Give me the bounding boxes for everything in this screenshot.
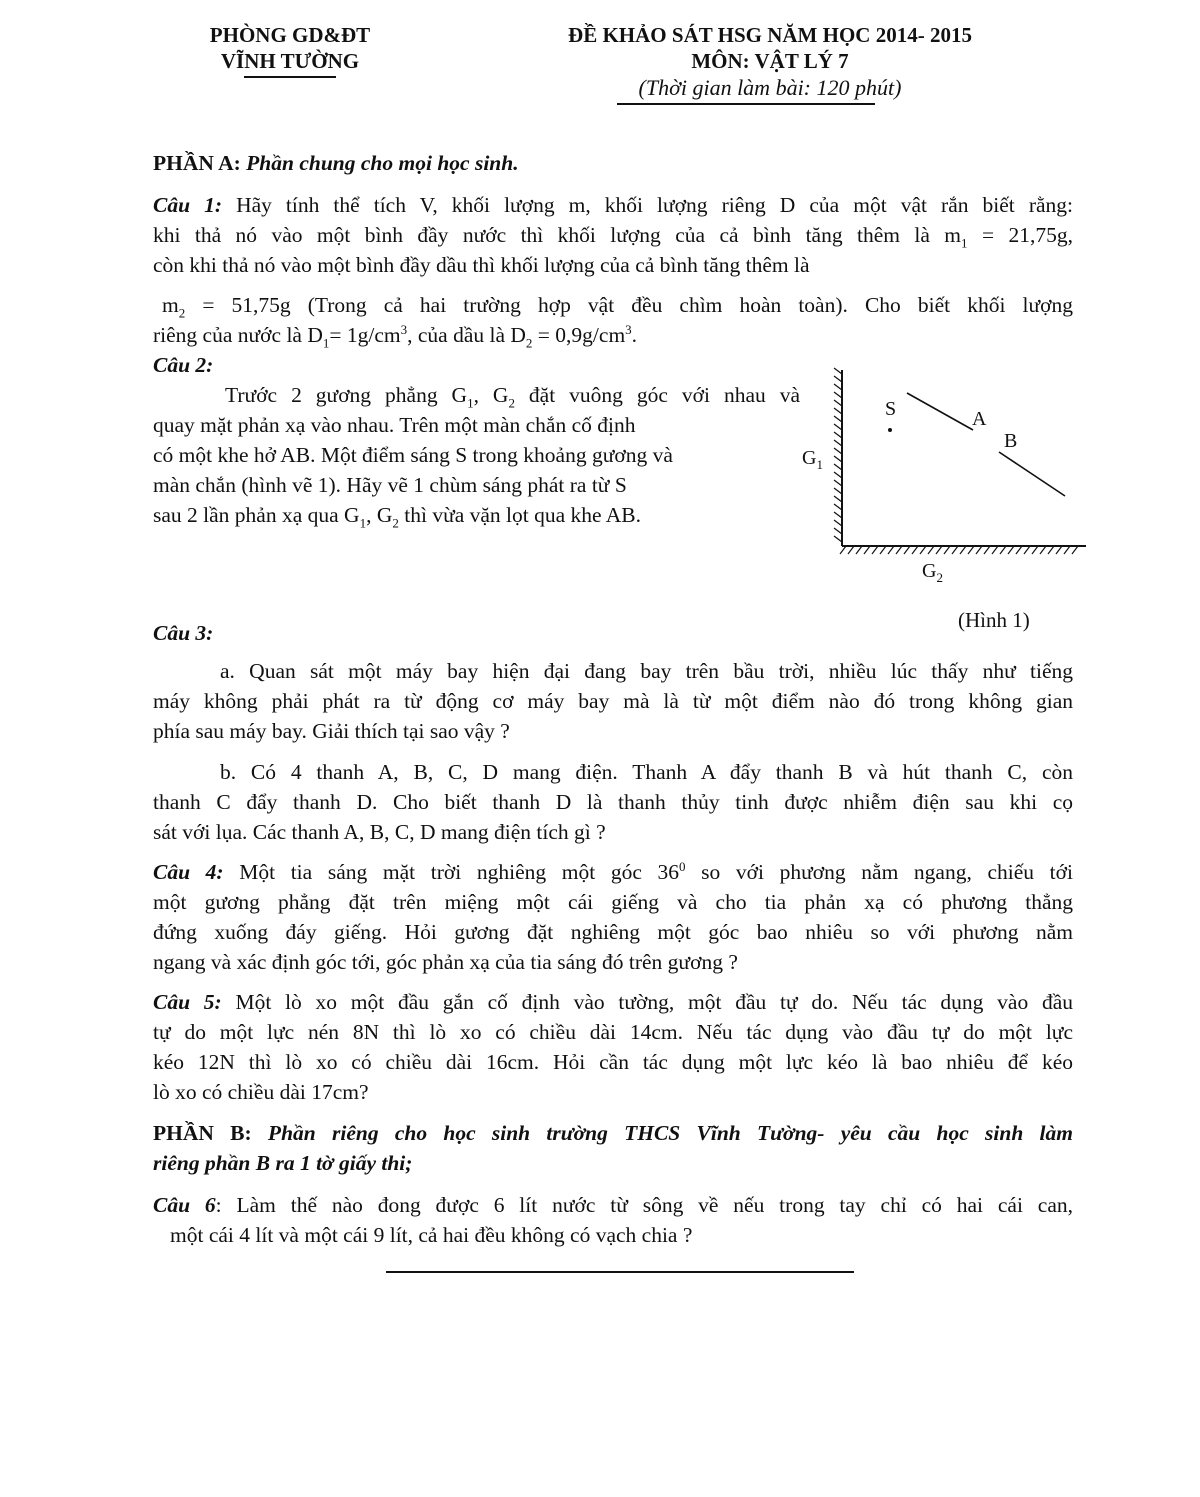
mirror-hatch [896, 546, 902, 554]
q2-label: Câu 2: [153, 353, 214, 377]
q1-sub-2: 2 [178, 305, 186, 321]
label-g2 [922, 560, 943, 583]
mirror-hatch [834, 464, 842, 470]
q2-sub-4: 2 [392, 515, 399, 531]
label-s: S [885, 398, 897, 420]
mirror-hatch [864, 546, 870, 554]
mirror-hatch [848, 546, 854, 554]
q1-line-4 [162, 290, 1073, 320]
q4-degree-sup: 0 [679, 858, 686, 874]
q2-line-1 [225, 380, 800, 410]
figure-caption: (Hình 1) [958, 608, 1030, 632]
q3-a-line-1: a. Quan sát một máy bay hiện đại đang bay trên bầu trời, nhiều lúc thấy như tiếng [220, 659, 1073, 683]
part-a-title: Phần chung cho mọi học sinh. [246, 151, 519, 175]
part-b-title-1: Phần riêng cho học sinh trường THCS Vĩnh Tường- yêu cầu học sinh làm [251, 1121, 1073, 1145]
screen-segment-upper [907, 393, 973, 430]
exam-duration: (Thời gian làm bài: 120 phút) [638, 75, 902, 100]
header-right-underline [617, 103, 875, 105]
label-a: A [972, 408, 987, 430]
q5-line-2: tự do một lực nén 8N thì lò xo có chiều dài 14cm. Nếu tác dụng vào đầu tự do một lực [153, 1020, 1073, 1044]
mirror-hatch [1024, 546, 1030, 554]
mirror-hatch [1008, 546, 1014, 554]
mirror-hatch [840, 546, 846, 554]
mirror-hatch [834, 472, 842, 478]
exam-title: ĐỀ KHẢO SÁT HSG NĂM HỌC 2014- 2015 [568, 23, 972, 47]
mirror-g1 [834, 368, 842, 546]
mirror-hatch [936, 546, 942, 554]
part-b-label: PHẦN B: [153, 1121, 252, 1145]
mirror-hatch [992, 546, 998, 554]
q1-text-4a: m [162, 293, 179, 317]
mirror-hatch [984, 546, 990, 554]
q2-line-2: quay mặt phản xạ vào nhau. Trên một màn chắn cố định [153, 413, 636, 437]
mirror-hatch [976, 546, 982, 554]
mirror-hatch [960, 546, 966, 554]
mirror-hatch [834, 528, 842, 534]
mirror-hatch [834, 520, 842, 526]
part-a-label: PHẦN A: [153, 151, 241, 175]
q2-line-3: có một khe hở AB. Một điểm sáng S trong khoảng gương và [153, 443, 673, 467]
q3-b-line-3: sát với lụa. Các thanh A, B, C, D mang điện tích gì ? [153, 820, 606, 844]
mirror-hatch [834, 408, 842, 414]
q3-a-line-2: máy không phải phát ra từ động cơ máy bay mà là từ một điểm nào đó trong không gian [153, 689, 1073, 713]
mirror-hatch [834, 416, 842, 422]
q2-sub-3: 1 [359, 515, 367, 531]
q4-line-4: ngang và xác định góc tới, góc phản xạ của tia sáng đó trên gương ? [153, 950, 738, 974]
q1-text-5b: = 1g/cm [329, 323, 401, 347]
mirror-hatch [1064, 546, 1070, 554]
q1-text-1: Hãy tính thể tích V, khối lượng m, khối lượng riêng D của một vật rắn biết rằng: [236, 193, 1073, 217]
q4-label: Câu 4: [153, 860, 224, 884]
mirror-hatch [928, 546, 934, 554]
mirror-hatch [834, 512, 842, 518]
mirror-hatch [834, 448, 842, 454]
label-g2-text: G [922, 560, 937, 582]
header-left-underline [244, 76, 336, 78]
q6-line-2: một cái 4 lít và một cái 9 lít, cả hai đều không có vạch chia ? [170, 1223, 693, 1247]
label-g1-sub: 1 [816, 457, 823, 472]
subject: MÔN: VẬT LÝ 7 [691, 49, 849, 73]
q2-sub-2: 2 [508, 395, 515, 411]
mirror-hatch [834, 480, 842, 486]
q1-sub-1: 1 [961, 235, 968, 251]
mirror-hatch [834, 424, 842, 430]
q4-line-3: đứng xuống đáy giếng. Hỏi gương đặt nghiêng một góc bao nhiêu so với phương nằm [153, 920, 1073, 944]
q1-line-3: còn khi thả nó vào một bình đầy dầu thì khối lượng của cả bình tăng thêm là [153, 253, 810, 277]
mirror-hatch [1040, 546, 1046, 554]
department-name: PHÒNG GD&ĐT [209, 23, 371, 47]
q3-b-line-2: thanh C đẩy thanh D. Cho biết thanh D là thanh thủy tinh được nhiễm điện sau khi cọ [153, 790, 1073, 814]
mirror-hatch [952, 546, 958, 554]
q2-text-1c: đặt vuông góc với nhau và [514, 383, 800, 407]
mirror-hatch [834, 496, 842, 502]
q1-text-2a: khi thả nó vào một bình đầy nước thì khối lượng của cả bình tăng thêm là m [153, 223, 962, 247]
part-b-line-2: riêng phần B ra 1 tờ giấy thi; [153, 1151, 413, 1175]
mirror-hatch [834, 376, 842, 382]
mirror-hatch [1048, 546, 1054, 554]
label-g1 [802, 447, 823, 470]
q1-text-2b: = 21,75g, [967, 223, 1073, 247]
q2-text-5b: , G [366, 503, 393, 527]
mirror-hatch [834, 536, 842, 542]
mirror-hatch [834, 368, 842, 374]
mirror-hatch [904, 546, 910, 554]
q1-sub-3: 1 [322, 335, 330, 351]
q4-line-1 [153, 857, 1073, 887]
q4-text-1b: so với phương nằm ngang, chiếu tới [685, 860, 1073, 884]
mirror-hatch [834, 488, 842, 494]
q5-label: Câu 5: [153, 990, 222, 1014]
q2-text-5c: thì vừa vặn lọt qua khe AB. [398, 503, 642, 527]
q5-line-4: lò xo có chiều dài 17cm? [153, 1080, 369, 1104]
label-g2-sub: 2 [936, 570, 943, 585]
mirror-hatch [834, 456, 842, 462]
mirror-hatch [968, 546, 974, 554]
q1-sup-2: 3 [625, 321, 632, 337]
figure-1-mirrors [790, 360, 1100, 600]
q3-label: Câu 3: [153, 621, 214, 645]
q6-label: Câu 6 [153, 1193, 216, 1217]
mirror-hatch [872, 546, 878, 554]
label-g1-text: G [802, 447, 817, 469]
screen-segment-lower [999, 452, 1065, 496]
q2-text-1a: Trước 2 gương phẳng G [225, 383, 468, 407]
mirror-hatch [920, 546, 926, 554]
mirror-hatch [888, 546, 894, 554]
mirror-hatch [912, 546, 918, 554]
q3-a-line-3: phía sau máy bay. Giải thích tại sao vậy ? [153, 719, 510, 743]
district-name: VĨNH TƯỜNG [220, 49, 360, 73]
q5-text-1: Một lò xo một đầu gắn cố định vào tường, một đầu tự do. Nếu tác dụng vào đầu [221, 990, 1073, 1014]
mirror-hatch [834, 440, 842, 446]
mirror-hatch [1032, 546, 1038, 554]
part-b-line-1 [153, 1118, 1073, 1148]
q2-line-5 [153, 500, 793, 530]
mirror-hatch [856, 546, 862, 554]
q5-line-1 [153, 987, 1073, 1017]
mirror-hatch [834, 432, 842, 438]
mirror-hatch [1016, 546, 1022, 554]
q1-line-5 [153, 320, 1073, 350]
mirror-hatch [1072, 546, 1078, 554]
q6-text-1: : Làm thế nào đong được 6 lít nước từ sông về nếu trong tay chỉ có hai cái can, [215, 1193, 1073, 1217]
mirror-g2 [840, 546, 1086, 554]
label-b: B [1004, 430, 1018, 452]
mirror-hatch [834, 384, 842, 390]
q1-text-4b: = 51,75g (Trong cả hai trường hợp vật đều chìm hoàn toàn). Cho biết khối lượng [185, 293, 1073, 317]
q1-text-5d: = 0,9g/cm [532, 323, 626, 347]
q3-b-line-1: b. Có 4 thanh A, B, C, D mang điện. Thanh A đẩy thanh B và hút thanh C, còn [220, 760, 1073, 784]
q2-text-1b: , G [473, 383, 509, 407]
part-a-heading [153, 148, 1073, 178]
mirror-hatch [1056, 546, 1062, 554]
q1-line-2 [153, 220, 1073, 250]
mirror-hatch [834, 504, 842, 510]
light-point-s [888, 428, 892, 432]
q4-line-2: một gương phẳng đặt trên miệng một cái giếng và cho tia phản xạ có phương thẳng [153, 890, 1073, 914]
q2-line-4: màn chắn (hình vẽ 1). Hãy vẽ 1 chùm sáng phát ra từ S [153, 473, 627, 497]
q1-sub-4: 2 [525, 335, 533, 351]
q1-text-5e: . [631, 323, 638, 347]
q1-label: Câu 1: [153, 193, 223, 217]
mirror-hatch [1000, 546, 1006, 554]
mirror-hatch [834, 392, 842, 398]
q5-line-3: kéo 12N thì lò xo có chiều dài 16cm. Hỏi cần tác dụng một lực kéo là bao nhiêu để kéo [153, 1050, 1073, 1074]
q2-sub-1: 1 [467, 395, 474, 411]
q2-text-5a: sau 2 lần phản xạ qua G [153, 503, 360, 527]
q1-line-1 [153, 190, 1073, 220]
mirror-hatch [944, 546, 950, 554]
q1-sup-1: 3 [400, 321, 408, 337]
mirror-hatch [880, 546, 886, 554]
q6-line-1 [153, 1190, 1073, 1220]
end-rule [386, 1271, 854, 1273]
q1-text-5c: , của dầu là D [407, 323, 526, 347]
q1-text-5a: riêng của nước là D [153, 323, 323, 347]
mirror-hatch [834, 400, 842, 406]
q4-text-1a: Một tia sáng mặt trời nghiêng một góc 36 [223, 860, 680, 884]
